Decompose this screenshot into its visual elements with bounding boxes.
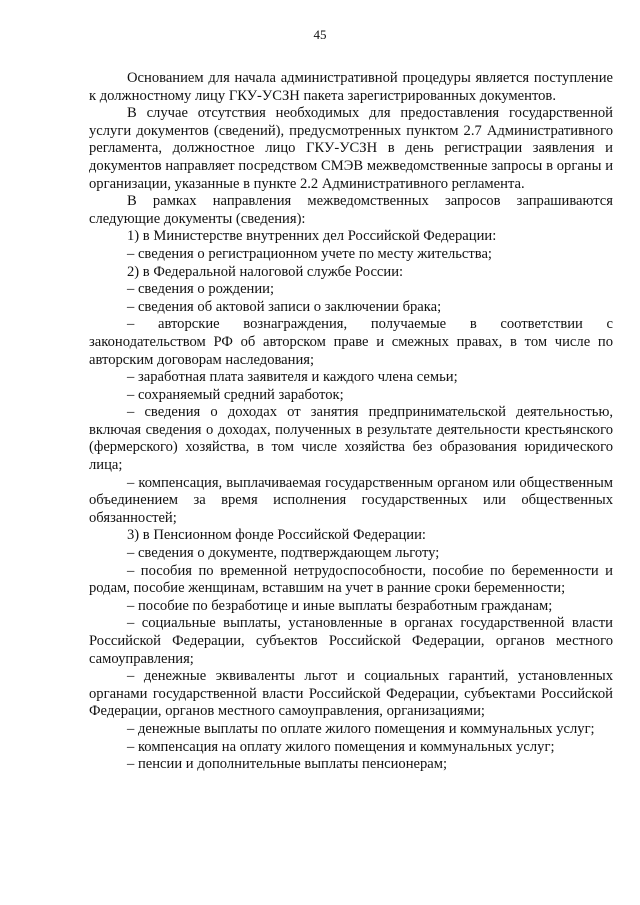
section-heading: 1) в Министерстве внутренних дел Российской Федерации:	[127, 228, 497, 245]
list-item: – авторские вознаграждения, получаемые в соответствии с законодательством РФ об авторском праве и смежных правах, в том числе по авторским договорам наследования;	[89, 316, 613, 368]
list-item: – пенсии и дополнительные выплаты пенсионерам;	[127, 756, 448, 773]
section-heading: 3) в Пенсионном фонде Российской Федерации:	[127, 527, 426, 544]
list-item: – компенсация, выплачиваемая государственным органом или общественным объединением за время исполнения государственных или общественных обязанностей;	[89, 474, 613, 526]
list-item: – сведения о документе, подтверждающем льготу;	[127, 545, 440, 562]
paragraph: В рамках направления межведомственных запросов запрашиваются следующие документы (сведения):	[89, 193, 613, 227]
section-heading: 2) в Федеральной налоговой службе России:	[127, 263, 404, 280]
list-item: – заработная плата заявителя и каждого члена семьи;	[127, 369, 458, 386]
list-item: – сведения о регистрационном учете по месту жительства;	[127, 245, 492, 262]
document-body	[89, 70, 613, 774]
list-item: – компенсация на оплату жилого помещения и коммунальных услуг;	[127, 738, 555, 755]
list-item: – пособия по временной нетрудоспособности, пособие по беременности и родам, пособие женщинам, вставшим на учет в ранние сроки беременности;	[89, 562, 613, 597]
list-item: – денежные выплаты по оплате жилого помещения и коммунальных услуг;	[127, 720, 595, 737]
list-item: – сведения об актовой записи о заключении брака;	[127, 298, 442, 315]
list-item: – сведения о рождении;	[127, 281, 275, 298]
list-item: – сохраняемый средний заработок;	[127, 386, 344, 403]
list-item: – социальные выплаты, установленные в органах государственной власти Российской Федерации, субъектов Российской Федерации, органов местного самоуправления;	[89, 615, 613, 667]
paragraph: В случае отсутствия необходимых для предоставления государственной услуги документов (сведений), предусмотренных пунктом 2.7 Административного регламента, должностное лицо ГКУ-УСЗН в день регистрации заявления и документов направляет посредством СМЭВ межведомственные запросы в органы и организации, указанные в пункте 2.2 Административного регламента.	[89, 105, 613, 192]
paragraph: Основанием для начала административной процедуры является поступление к должностному лицу ГКУ-УСЗН пакета зарегистрированных документов.	[89, 70, 613, 104]
list-item: – денежные эквиваленты льгот и социальных гарантий, установленных органами государственной власти Российской Федерации, субъектами Российской Федерации, органов местного самоуправления, организациями;	[89, 668, 613, 720]
list-item: – пособие по безработице и иные выплаты безработным гражданам;	[127, 597, 553, 614]
page-number: 45	[313, 27, 327, 42]
list-item: – сведения о доходах от занятия предпринимательской деятельностью, включая сведения о доходах, полученных в результате деятельности крестьянского (фермерского) хозяйства, в том числе хозяйства без образования юридического лица;	[89, 404, 613, 474]
